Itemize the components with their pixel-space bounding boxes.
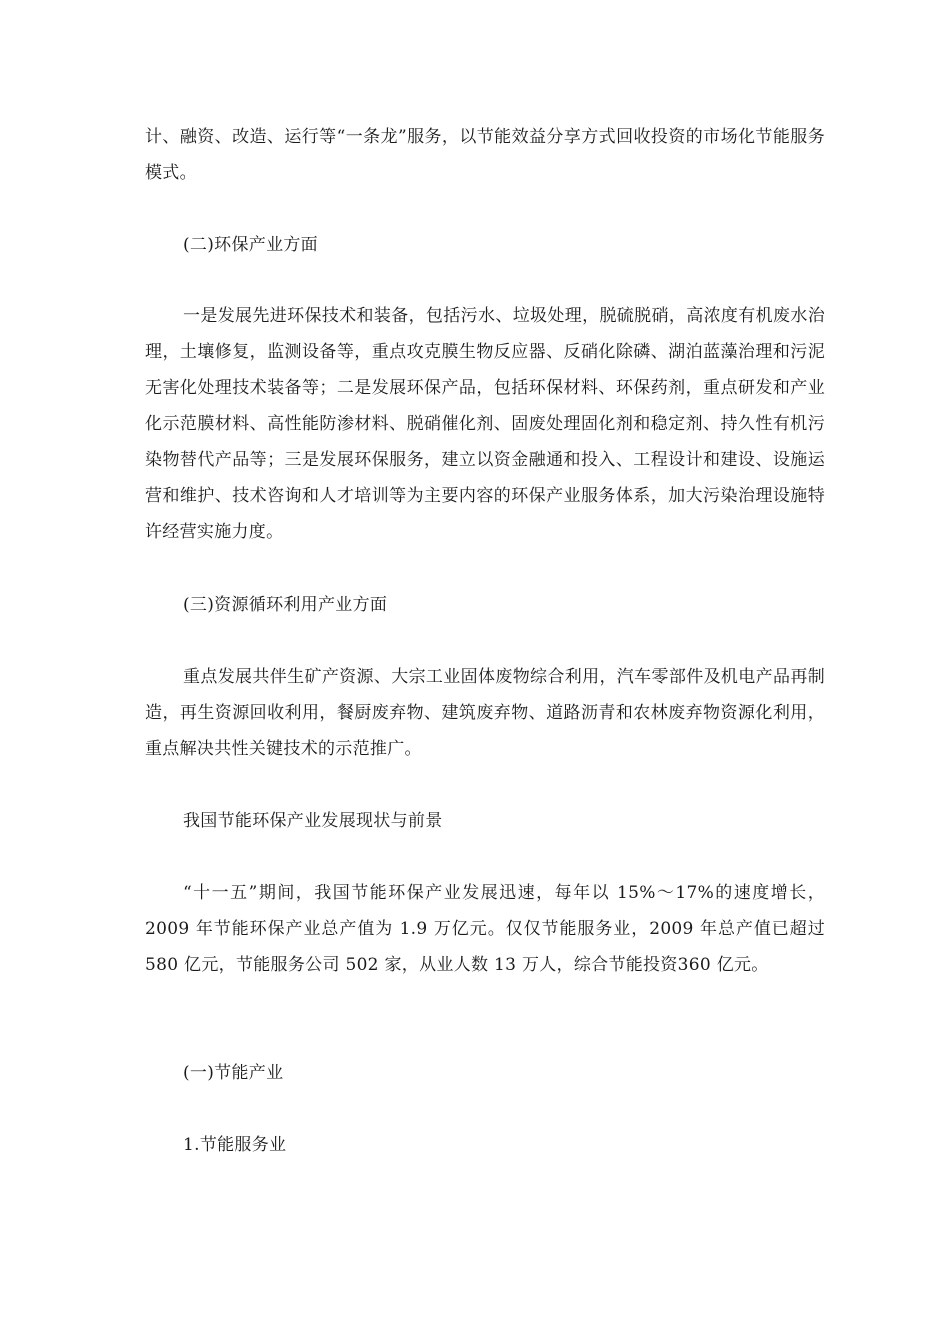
section-heading-energy-saving: (一)节能产业 — [183, 1063, 284, 1083]
environmental-paragraph: 一是发展先进环保技术和装备，包括污水、垃圾处理，脱硫脱硝，高浓度有机废水治理，土壤修复，监测设备等，重点攻克膜生物反应器、反硝化除磷、湖泊蓝藻治理和污泥无害化处理技术装备等；二是发展环保产品，包括环保材料、环保药剂，重点研发和产业化示范膜材料、高性能防渗材料、脱硝催化剂、固废处理固化剂和稳定剂、持久性有机污染物替代产品等；三是发展环保服务，建立以资金融通和投入、工程设计和建设、设施运营和维护、技术咨询和人才培训等为主要内容的环保产业服务体系，加大污染治理设施特许经营实施力度。 — [145, 306, 825, 542]
status-paragraph: “十一五”期间，我国节能环保产业发展迅速，每年以 15%～17%的速度增长，2009 年节能环保产业总产值为 1.9 万亿元。仅仅节能服务业，2009 年总产值已超过 580 亿元，节能服务公司 502 家，从业人数 13 万人，综合节能投资360 亿元。 — [145, 883, 825, 975]
section-heading-environmental: (二)环保产业方面 — [183, 235, 318, 255]
status-paragraph-block — [145, 875, 825, 983]
intro-paragraph-block — [145, 119, 825, 191]
section-heading-recycling: (三)资源循环利用产业方面 — [183, 595, 388, 615]
environmental-paragraph-block — [145, 298, 825, 550]
recycling-paragraph: 重点发展共伴生矿产资源、大宗工业固体废物综合利用，汽车零部件及机电产品再制造，再生资源回收利用，餐厨废弃物、建筑废弃物、道路沥青和农林废弃物资源化利用，重点解决共性关键技术的示范推广。 — [145, 667, 825, 759]
section-heading-status: 我国节能环保产业发展现状与前景 — [183, 811, 443, 831]
subsection-heading-energy-service: 1.节能服务业 — [183, 1135, 287, 1155]
intro-paragraph: 计、融资、改造、运行等“一条龙”服务，以节能效益分享方式回收投资的市场化节能服务模式。 — [145, 127, 825, 183]
recycling-paragraph-block — [145, 659, 825, 767]
